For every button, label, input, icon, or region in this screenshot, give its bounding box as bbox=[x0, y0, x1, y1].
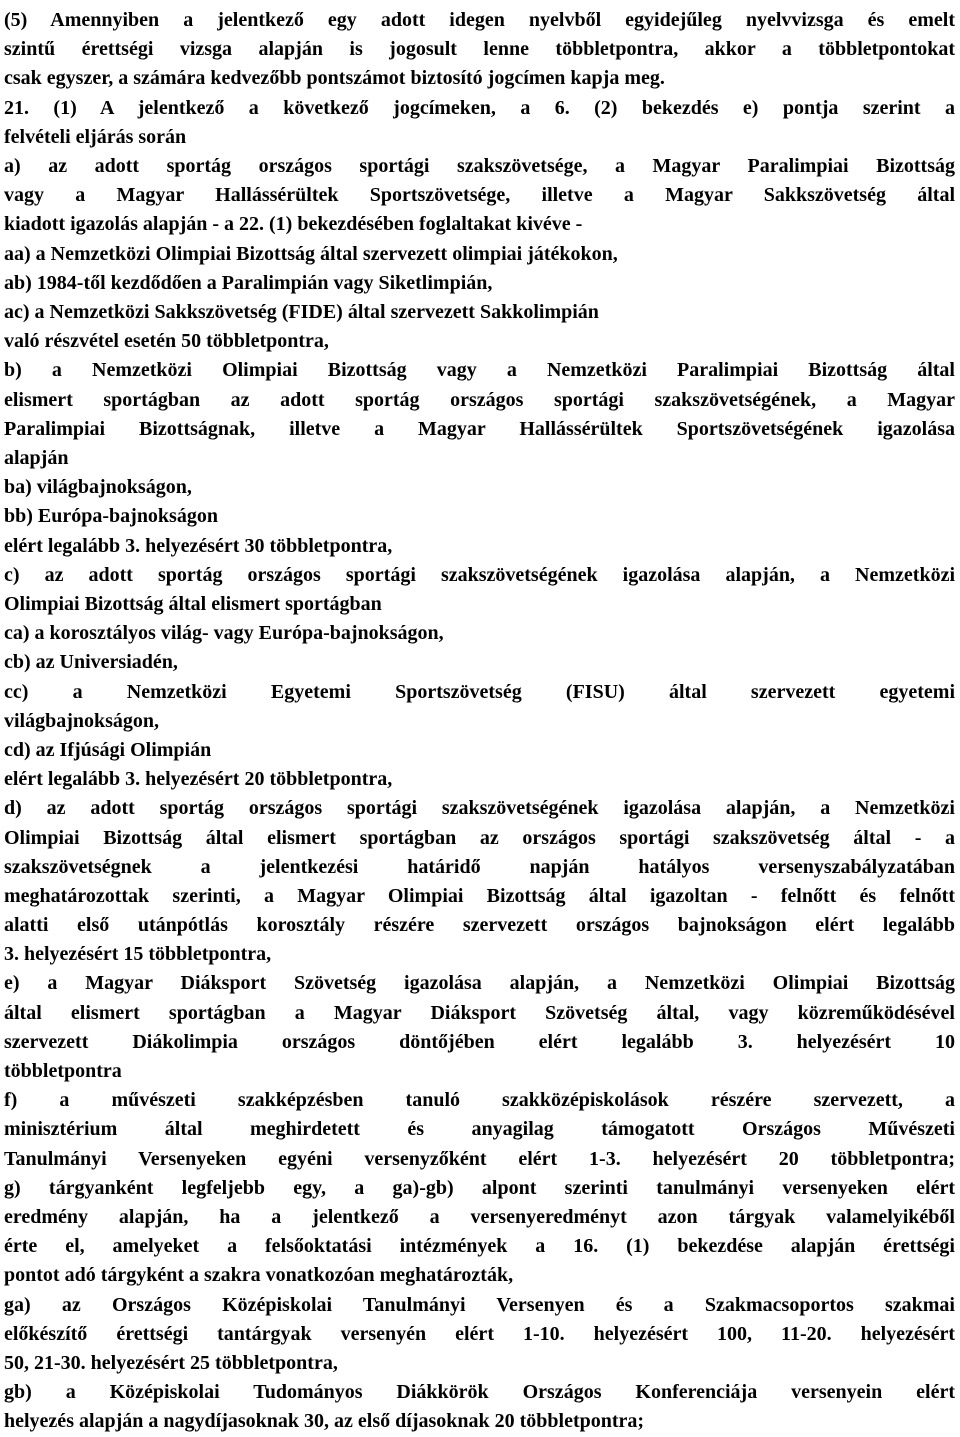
text-line: által elismert sportágban a Magyar Diáksport Szövetség által, vagy közreműködésével bbox=[4, 1001, 955, 1024]
text-line: alapján bbox=[4, 446, 69, 469]
text-line: e) a Magyar Diáksport Szövetség igazolása alapján, a Nemzetközi Olimpiai Bizottság bbox=[4, 972, 955, 995]
text-line: Paralimpiai Bizottságnak, illetve a Magyar Hallássérültek Sportszövetségének igazolása bbox=[4, 417, 955, 440]
text-line: f) a művészeti szakképzésben tanuló szakközépiskolások részére szervezett, a bbox=[4, 1089, 955, 1112]
text-line: aa) a Nemzetközi Olimpiai Bizottság által szervezett olimpiai játékokon, bbox=[4, 242, 618, 265]
text-line: (5) Amennyiben a jelentkező egy adott idegen nyelvből egyidejűleg nyelvvizsga és emelt bbox=[4, 9, 955, 31]
text-line: b) a Nemzetközi Olimpiai Bizottság vagy a Nemzetközi Paralimpiai Bizottság által bbox=[4, 359, 955, 382]
text-line: világbajnokságon, bbox=[4, 709, 160, 732]
text-line: d) az adott sportág országos sportági szakszövetségének igazolása alapján, a Nemzetközi bbox=[4, 797, 955, 820]
text-line: szintű érettségi vizsga alapján is jogosult lenne többletpontra, akkor a többletpontokat bbox=[4, 38, 955, 61]
text-line: eredmény alapján, ha a jelentkező a versenyeredményt azon tárgyak valamelyikéből bbox=[4, 1205, 955, 1228]
text-line: szakszövetségnek a jelentkezési határidő napján hatályos versenyszabályzatában bbox=[4, 855, 955, 878]
text-line: többletpontra bbox=[4, 1060, 122, 1083]
text-line: cd) az Ifjúsági Olimpián bbox=[4, 738, 212, 761]
text-line: a) az adott sportág országos sportági szakszövetsége, a Magyar Paralimpiai Bizottság bbox=[4, 154, 955, 177]
text-line: alatti első utánpótlás korosztály részére szervezett országos bajnokságon elért legalább bbox=[4, 914, 955, 937]
text-line: meghatározottak szerinti, a Magyar Olimpiai Bizottság által igazoltan - felnőtt és felnőtt bbox=[4, 884, 955, 907]
text-line: ba) világbajnokságon, bbox=[4, 476, 192, 499]
text-line: érte el, amelyeket a felsőoktatási intézmények a 16. (1) bekezdése alapján érettségi bbox=[4, 1235, 955, 1258]
text-line: pontot adó tárgyként a szakra vonatkozóan meghatározták, bbox=[4, 1264, 514, 1287]
text-line: cc) a Nemzetközi Egyetemi Sportszövetség (FISU) által szervezett egyetemi bbox=[4, 680, 955, 703]
text-line: g) tárgyanként legfeljebb egy, a ga)-gb) alpont szerinti tanulmányi versenyeken elért bbox=[4, 1176, 955, 1199]
text-line: ac) a Nemzetközi Sakkszövetség (FIDE) által szervezett Sakkolimpián bbox=[4, 300, 599, 323]
text-line: elismert sportágban az adott sportág országos sportági szakszövetségének, a Magyar bbox=[4, 388, 955, 411]
text-line: felvételi eljárás során bbox=[4, 125, 187, 148]
text-line: vagy a Magyar Hallássérültek Sportszövetsége, illetve a Magyar Sakkszövetség által bbox=[4, 184, 955, 207]
text-line: Olimpiai Bizottság által elismert sportágban az országos sportági szakszövetség által - a bbox=[4, 826, 955, 849]
text-line: szervezett Diákolimpia országos döntőjében elért legalább 3. helyezésért 10 bbox=[4, 1030, 955, 1053]
text-line: helyezés alapján a nagydíjasoknak 30, az első díjasoknak 20 többletpontra; bbox=[4, 1410, 645, 1433]
text-line: Tanulmányi Versenyeken egyéni versenyzőként elért 1-3. helyezésért 20 többletpontra; bbox=[4, 1147, 955, 1170]
text-line: gb) a Középiskolai Tudományos Diákkörök Országos Konferenciája versenyein elért bbox=[4, 1381, 955, 1404]
text-line: minisztérium által meghirdetett és anyagilag támogatott Országos Művészeti bbox=[4, 1118, 955, 1141]
text-line: előkészítő érettségi tantárgyak versenyén elért 1-10. helyezésért 100, 11-20. helyezésért bbox=[4, 1322, 955, 1345]
text-line: c) az adott sportág országos sportági szakszövetségének igazolása alapján, a Nemzetközi bbox=[4, 563, 955, 586]
text-line: ca) a korosztályos világ- vagy Európa-bajnokságon, bbox=[4, 622, 444, 645]
text-line: elért legalább 3. helyezésért 20 többletpontra, bbox=[4, 768, 393, 791]
text-line: Olimpiai Bizottság által elismert sportágban bbox=[4, 592, 382, 615]
text-line: cb) az Universiadén, bbox=[4, 651, 178, 674]
text-line: kiadott igazolás alapján - a 22. (1) bekezdésében foglaltakat kivéve - bbox=[4, 213, 583, 236]
text-line: 3. helyezésért 15 többletpontra, bbox=[4, 943, 272, 966]
text-line: ab) 1984-től kezdődően a Paralimpián vagy Siketlimpián, bbox=[4, 271, 493, 294]
text-line: elért legalább 3. helyezésért 30 többletpontra, bbox=[4, 534, 393, 557]
text-line: ga) az Országos Középiskolai Tanulmányi Versenyen és a Szakmacsoportos szakmai bbox=[4, 1293, 955, 1316]
text-line: való részvétel esetén 50 többletpontra, bbox=[4, 330, 329, 353]
text-line: 21. (1) A jelentkező a következő jogcímeken, a 6. (2) bekezdés e) pontja szerint a bbox=[4, 96, 955, 119]
text-line: csak egyszer, a számára kedvezőbb pontszámot biztosító jogcímen kapja meg. bbox=[4, 67, 665, 90]
text-line: bb) Európa-bajnokságon bbox=[4, 505, 218, 528]
text-line: 50, 21-30. helyezésért 25 többletpontra, bbox=[4, 1351, 338, 1374]
